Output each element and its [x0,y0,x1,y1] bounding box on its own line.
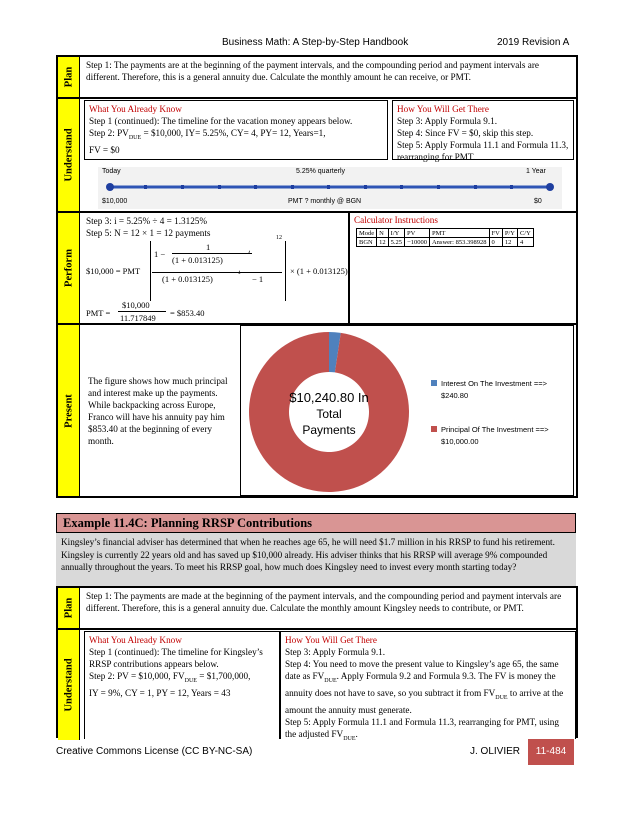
pie-title: $10,240.80 In [289,390,369,405]
calc-header-cell: N [377,229,389,238]
legend-label: $240.80 [441,391,469,400]
example-frame-1 [56,55,578,498]
calc-value-cell: 12 [377,238,389,247]
book-title: Business Math: A Step-by-Step Handbook [222,37,409,48]
calc-value-cell: BGN [357,238,377,247]
calc-header-cell: PV [405,229,430,238]
present-text: The figure shows how much principal and interest make up the payments. While backpacking across Europe, Franco will have his annuity pay him $853.40 at the beginning of every month. [88,376,228,446]
section-plan: Plan [58,57,80,97]
pie-chart [240,325,574,496]
calc-value-cell: 12 [502,238,517,247]
timeline: Today 5.25% quarterly 1 Year $10,000 PMT ? monthly @ BGN $0 [98,167,562,209]
pmt-equation: $10,000 = PMT 1 − 1 (1 + 0.013125) 4 12 (1 + 0.013125) 4 − 1 × (1 + 0.013125) [86,241,348,301]
get-title: How You Will Get There [397,104,489,114]
pmt-result: PMT = $10,000 11.717849 = $853.40 [86,300,205,323]
example-title: Example 11.4C: Planning RRSP Contributions [56,513,576,533]
section-present: Present [58,325,80,496]
legend-swatch [431,380,437,386]
calc-value-cell: 5.25 [388,238,404,247]
calc-value-cell: −10000 [405,238,430,247]
calc-value-cell: Answer: 853.398928 [429,238,489,247]
plan-steps-box-2: How You Will Get There Step 3: Apply Formula 9.1. Step 4: You need to move the present value to Kingsley’s age 65, the same date as $FV_{DUE}$. Apply Formula 9.2 and Formula 9.3. The FV is money the annuity does not have to save, so you subtract it from $FV_{DUE}$ to arrive at the amount the annuity must generate. Step 5: Apply Formula 11.1 and Formula 11.3, rearranging for PMT, using the adjusted $FV_{DUE}$. [280,631,576,739]
calc-header-cell: Mode [357,229,377,238]
author: J. OLIVIER [470,746,521,757]
known-box-2: What You Already Know Step 1 (continued): The timeline for Kingsley’s RRSP contributions appears below. Step 2: PV = $10,000, $FV_{DUE}$ = $1,700,000, IY = 9%, CY = 1, PY = 12, Years = 43 [84,631,280,739]
calc-value-cell: 4 [517,238,533,247]
plan-text-2: Step 1: The payments are made at the beginning of the payment intervals, and the compounding period and payment intervals are different. Therefore, this is a general annuity due. Calculate the monthly amount Kingsley needs to contribute, or PMT. [86,591,562,613]
legend-label: $10,000.00 [441,437,479,446]
calculator-table [356,228,534,247]
revision: 2019 Revision A [497,37,570,48]
legend-label: Interest On The Investment ==> [441,379,547,388]
legend-label: Principal Of The Investment ==> [441,425,549,434]
perform-step5: Step 5: N = 12 × 1 = 12 payments [86,228,211,238]
section-plan-2: Plan [58,588,80,628]
example-body: Kingsley’s financial adviser has determined that when he reaches age 65, he will need $1.7 million in his RRSP to fund his retirement. Kingsley is currently 22 years old and has saved up $10,000 already. His adviser thinks that his RRSP will average 9% compounded annually throughout the years. To meet his RRSP goal, how much does Kingsley need to invest every month starting today? [56,533,576,586]
plan-text: Step 1: The payments are at the beginning of the payment intervals, and the compounding period and payment intervals are different. Therefore, this is a general annuity due. Calculate the monthly amount he can receive, or PMT. [86,60,539,82]
perform-step3: Step 3: i = 5.25% ÷ 4 = 1.3125% [86,216,208,226]
timeline-bar [98,179,562,195]
calc-header-cell: PMT [429,229,489,238]
pie-svg [241,326,575,497]
calc-header-cell: I/Y [388,229,404,238]
plan-steps-box: How You Will Get There Step 3: Apply Formula 9.1. Step 4: Since FV = $0, skip this step. Step 5: Apply Formula 11.1 and Formula 11.3, rearranging for PMT. [392,100,574,160]
page-number: 11-484 [528,739,574,765]
section-perform: Perform [58,213,80,323]
calc-title: Calculator Instructions [354,215,438,225]
legend-swatch [431,426,437,432]
pie-title: Total [316,407,342,421]
known-box: What You Already Know Step 1 (continued): The timeline for the vacation money appears below. Step 2: $PV_{DUE}$ = $10,000, IY= 5.25%, CY= 4, PY= 12, Years=1, FV = $0 [84,100,388,160]
section-understand-2: Understand [58,630,80,740]
pie-title: Payments [302,423,356,437]
example-frame-2 [56,586,578,742]
known-title: What You Already Know [89,104,182,114]
calc-header-cell: FV [489,229,502,238]
calc-header-cell: C/Y [517,229,533,238]
calc-header-cell: P/Y [502,229,517,238]
calc-value-cell: 0 [489,238,502,247]
section-understand: Understand [58,99,80,211]
license: Creative Commons License (CC BY-NC-SA) [56,746,253,757]
